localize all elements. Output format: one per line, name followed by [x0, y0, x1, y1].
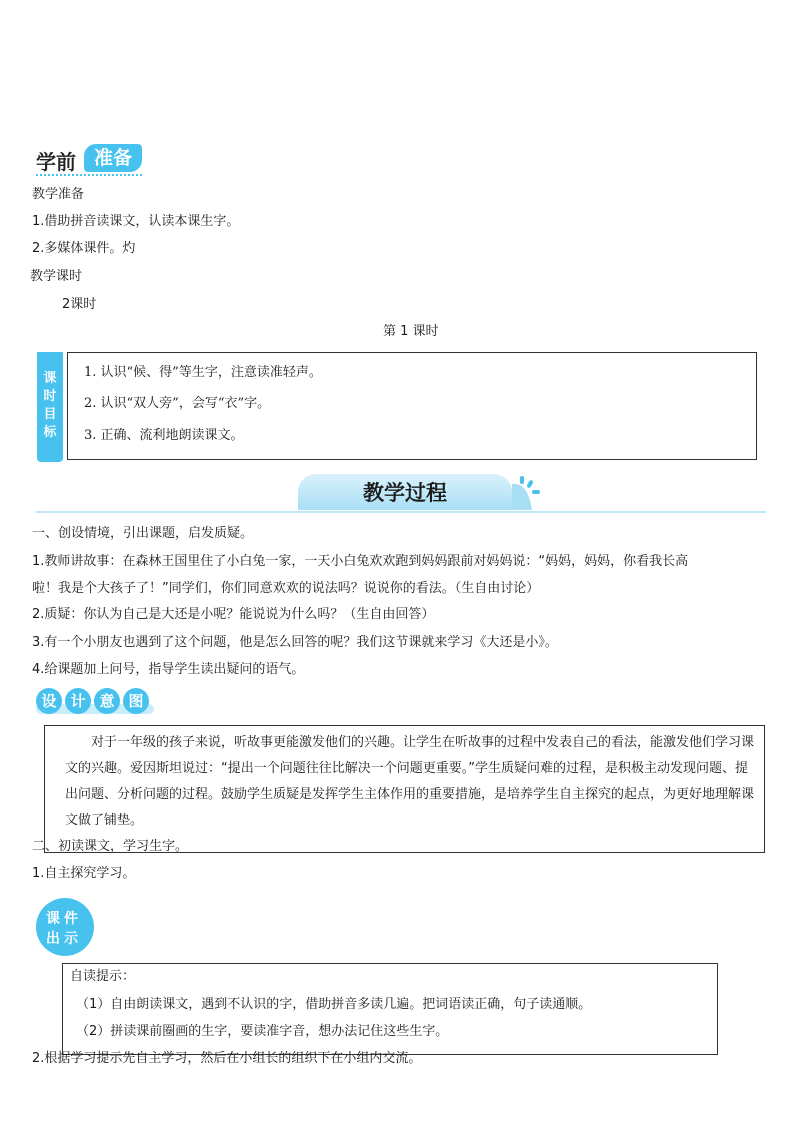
courseware-badge-line: 出示 — [46, 931, 82, 947]
objectives-tab-char: 标 — [43, 425, 57, 440]
hint-item: （2）拼读课前圈画的生字，要读准字音，想办法记住这些生字。 — [76, 1024, 449, 1039]
design-intent-text: 对于一年级的孩子来说，听故事更能激发他们的兴趣。让学生在听故事的过程中发表自己的看法，能激发他们学习课文的兴趣。爱因斯坦说过：“提出一个问题往往比解决一个问题更重要。”学生质疑问难的过程，是积极主动发现问题、提出问题、分析问题的过程。鼓励学生质疑是发挥学生主体作用的重要措施，是培养学生自主探究的起点，为更好地理解课文做了铺垫。 — [65, 735, 755, 828]
teaching-hours-heading: 教学课时 — [30, 269, 83, 284]
prep-title-underline — [36, 174, 142, 176]
hint-title: 自读提示： — [70, 969, 136, 984]
courseware-badge-line: 课件 — [46, 911, 82, 927]
teaching-hours-value: 2课时 — [62, 297, 97, 312]
objectives-tab-char: 课 — [43, 371, 57, 386]
prep-item-1: 1.借助拼音读课文，认读本课生字。 — [32, 214, 240, 229]
lesson-label: 第 1 课时 — [383, 324, 439, 339]
s1-item3: 3.有一个小朋友也遇到了这个问题，他是怎么回答的呢？我们这节课就来学习《大还是小》。 — [32, 635, 558, 650]
s2-item2: 2.根据学习提示先自主学习，然后在小组长的组织下在小组内交流。 — [32, 1051, 422, 1066]
section1-heading: 一、创设情境，引出课题，启发质疑。 — [32, 526, 254, 541]
design-label-char: 意 — [94, 688, 120, 714]
prep-item-2: 2.多媒体课件。灼 — [32, 241, 136, 256]
banner-decoration-icon — [512, 474, 542, 510]
process-banner: 教学过程 — [298, 474, 512, 510]
s1-item1-line2: 啦！我是个大孩子了！”同学们，你们同意欢欢的说法吗？说说你的看法。（生自由讨论） — [32, 581, 540, 596]
teaching-prep-heading: 教学准备 — [32, 187, 85, 202]
design-label-char: 图 — [123, 688, 149, 714]
objective-item: 2. 认识“双人旁”，会写“衣”字。 — [84, 396, 271, 411]
s1-item4: 4.给课题加上问号，指导学生读出疑问的语气。 — [32, 662, 305, 677]
objectives-tab — [37, 352, 63, 462]
prep-title-plain: 学前 — [36, 150, 76, 174]
objective-item: 1. 认识“候、得”等生字，注意读准轻声。 — [84, 365, 322, 380]
s1-item2: 2.质疑：你认为自己是大还是小呢？能说说为什么吗？（生自由回答） — [32, 607, 435, 622]
objectives-tab-char: 时 — [43, 389, 57, 404]
prep-title-badge: 准备 — [84, 144, 142, 172]
objective-item: 3. 正确、流利地朗读课文。 — [84, 428, 244, 443]
design-intent-box — [44, 725, 765, 853]
s1-item1-line1: 1.教师讲故事：在森林王国里住了小白兔一家，一天小白兔欢欢跑到妈妈跟前对妈妈说：“妈妈，妈妈，你看我长高 — [32, 554, 689, 569]
objectives-tab-char: 目 — [43, 407, 57, 422]
courseware-badge — [36, 898, 94, 956]
design-label-char: 计 — [65, 688, 91, 714]
hint-item: （1）自由朗读课文，遇到不认识的字，借助拼音多读几遍。把词语读正确，句子读通顺。 — [76, 997, 592, 1012]
section2-heading: 二、初读课文，学习生字。 — [32, 839, 189, 854]
banner-underline — [36, 511, 766, 513]
s2-item1: 1.自主探究学习。 — [32, 866, 136, 881]
design-label-char: 设 — [36, 688, 62, 714]
